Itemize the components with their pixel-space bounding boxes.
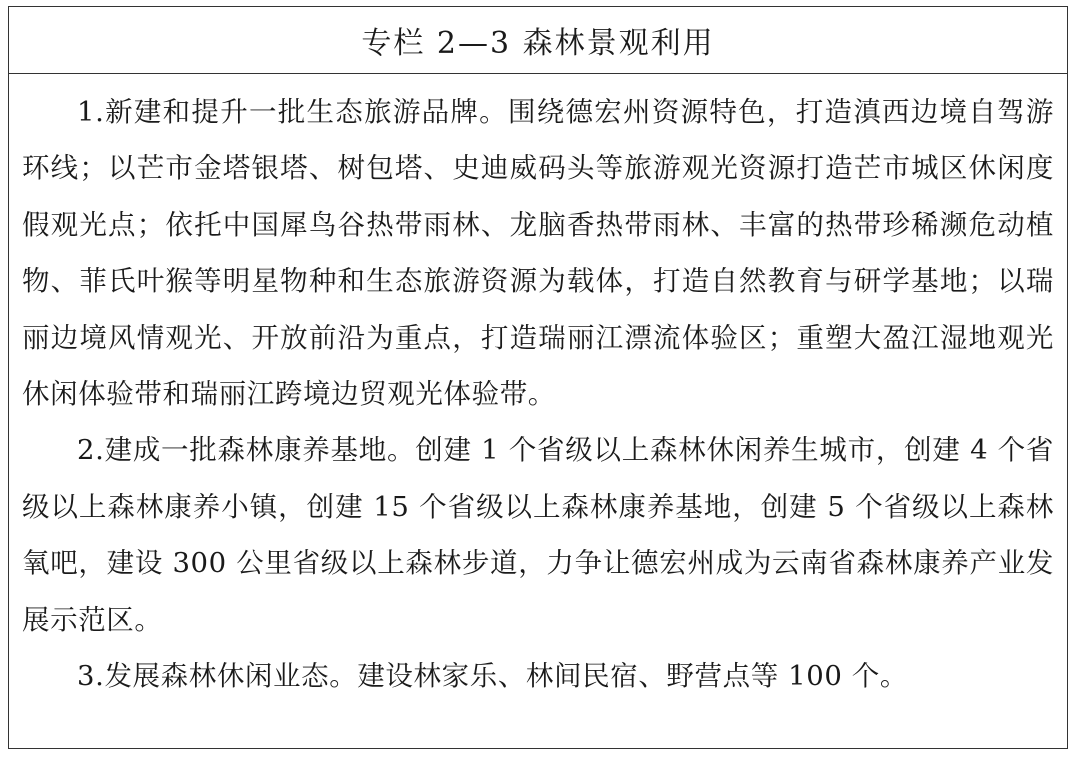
column-title: 专栏 2—3 森林景观利用 — [9, 7, 1067, 74]
paragraph-1: 1.新建和提升一批生态旅游品牌。围绕德宏州资源特色，打造滇西边境自驾游环线；以芒市金塔银塔、树包塔、史迪威码头等旅游观光资源打造芒市城区休闲度假观光点；依托中国犀鸟谷热带雨林、龙脑香热带雨林、丰富的热带珍稀濒危动植物、菲氏叶猴等明星物种和生态旅游资源为载体，打造自然教育与研学基地；以瑞丽边境风情观光、开放前沿为重点，打造瑞丽江漂流体验区；重塑大盈江湿地观光休闲体验带和瑞丽江跨境边贸观光体验带。 — [22, 96, 1054, 411]
column-box — [8, 6, 1068, 749]
paragraph-2: 2.建成一批森林康养基地。创建 1 个省级以上森林休闲养生城市，创建 4 个省级以上森林康养小镇，创建 15 个省级以上森林康养基地，创建 5 个省级以上森林氧吧，建设 300 公里省级以上森林步道，力争让德宏州成为云南省森林康养产业发展示范区。 — [22, 434, 1054, 636]
paragraph-3: 3.发展森林休闲业态。建设林家乐、林间民宿、野营点等 100 个。 — [77, 660, 909, 693]
column-body — [9, 74, 1067, 704]
